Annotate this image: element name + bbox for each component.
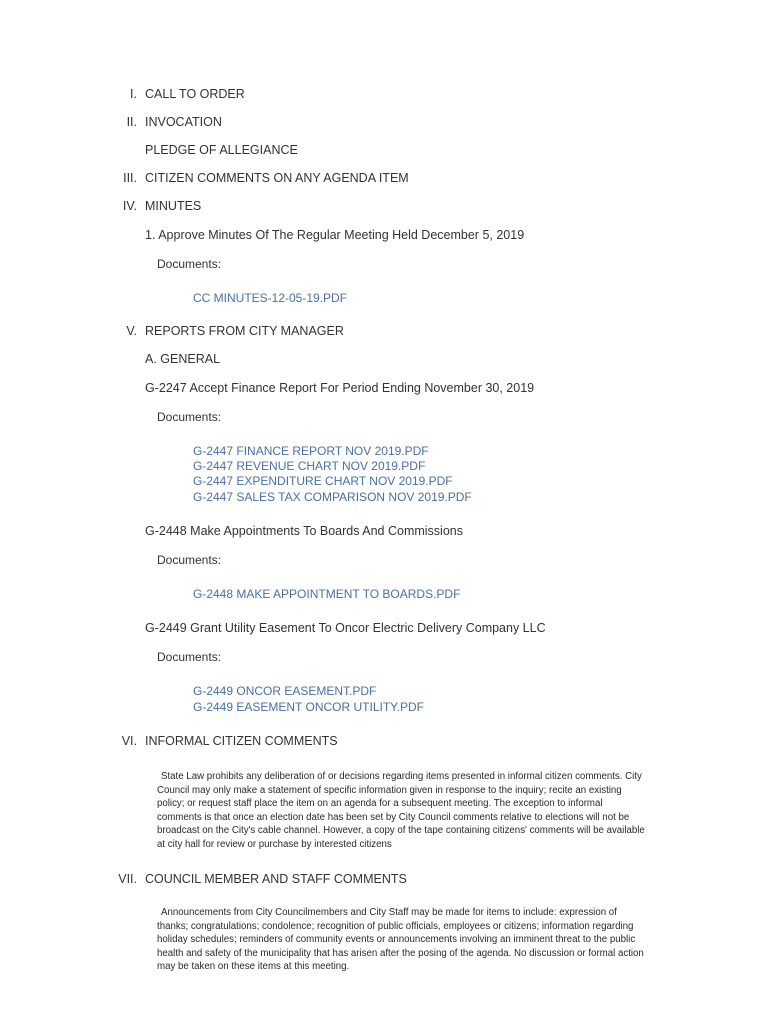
documents-label: Documents: [157,257,222,271]
council-comments-paragraph: Announcements from City Councilmembers and City Staff may be made for items to include: expression of thanks; congratulations; condolence; recognition of public officials, employees or citizens; information regarding holiday schedules; reminders of community events or announcements involving an imminent threat to the public health and safety of the municipality that has arisen after the posing of the agenda. No discussion or formal action may be taken on these items at this meeting. [157,907,644,973]
section-numeral: VI. [121,734,137,748]
section-title-call-to-order: CALL TO ORDER [145,87,245,101]
section-numeral: V. [126,324,137,338]
section-numeral: IV. [122,199,137,213]
document-link[interactable]: G-2447 FINANCE REPORT NOV 2019.PDF [193,444,429,458]
section-title-council-comments: COUNCIL MEMBER AND STAFF COMMENTS [145,872,407,886]
document-link[interactable]: G-2449 EASEMENT ONCOR UTILITY.PDF [193,700,424,714]
section-title-reports: REPORTS FROM CITY MANAGER [145,324,344,338]
section-numeral: II. [126,115,137,129]
document-link[interactable]: G-2447 SALES TAX COMPARISON NOV 2019.PDF [193,490,472,504]
section-numeral: III. [123,171,137,185]
subsection-general: A. GENERAL [145,352,221,366]
document-link[interactable]: G-2447 EXPENDITURE CHART NOV 2019.PDF [193,474,453,488]
document-link[interactable]: G-2447 REVENUE CHART NOV 2019.PDF [193,459,426,473]
section-title-citizen-comments: CITIZEN COMMENTS ON ANY AGENDA ITEM [145,171,409,185]
agenda-item-title: G-2448 Make Appointments To Boards And Commissions [145,524,463,538]
document-link[interactable]: G-2449 ONCOR EASEMENT.PDF [193,684,377,698]
documents-label: Documents: [157,410,222,424]
informal-comments-paragraph: State Law prohibits any deliberation of or decisions regarding items presented in informal citizen comments. City Council may only make a statement of specific information given in response to the inquiry; recite an existing policy; or request staff place the item on an agenda for a subsequent meeting. The exception to informal comments is that once an election date has been set by City Council comments relative to elections will not be broadcast on the City's cable channel. However, a copy of the tape containing citizens' comments will be available at city hall for review or purchase by interested citizens [157,771,645,850]
section-numeral: I. [130,87,137,101]
documents-label: Documents: [157,650,222,664]
section-title-invocation: INVOCATION [145,115,222,129]
document-link[interactable]: G-2448 MAKE APPOINTMENT TO BOARDS.PDF [193,587,461,601]
section-title-minutes: MINUTES [145,199,202,213]
documents-label: Documents: [157,553,222,567]
section-numeral: VII. [118,872,137,886]
agenda-item-title: G-2247 Accept Finance Report For Period Ending November 30, 2019 [145,381,535,395]
minutes-item: 1. Approve Minutes Of The Regular Meeting Held December 5, 2019 [145,228,525,242]
section-title-informal-comments: INFORMAL CITIZEN COMMENTS [145,734,338,748]
document-link[interactable]: CC MINUTES-12-05-19.PDF [193,291,348,305]
pledge-line: PLEDGE OF ALLEGIANCE [145,143,298,157]
agenda-item-title: G-2449 Grant Utility Easement To Oncor Electric Delivery Company LLC [145,621,546,635]
